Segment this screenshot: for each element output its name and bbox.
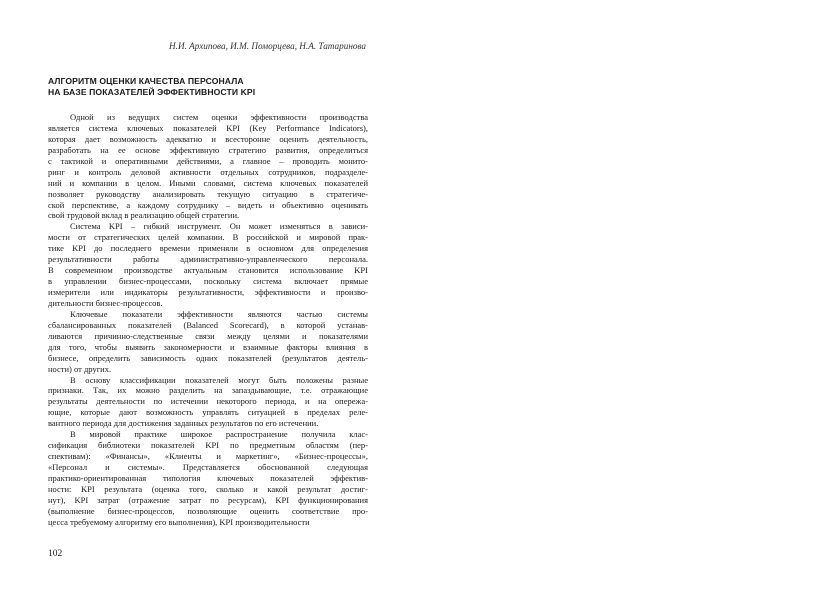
paragraph-line: в управлении бизнес-процессами, поскольку система включает прямые	[48, 276, 368, 287]
paragraph-line: В современном производстве актуальным становится использование KPI	[48, 265, 368, 276]
paragraph-line: спективам): «Финансы», «Клиенты и маркетинг», «Бизнес-процессы»,	[48, 451, 368, 462]
paragraph-line: ливаются причинно-следственные связи между целями и показателями	[48, 330, 368, 341]
paragraph-line: ности: KPI результата (оценка того, сколько и какой результат достиг-	[48, 483, 368, 494]
paragraph-line: является система ключевых показателей KPI (Key Performance Indicators),	[48, 122, 368, 133]
paragraph	[48, 429, 368, 527]
paragraph-line: ской перспективе, а каждому сотруднику – видеть и объективно оценивать	[48, 199, 368, 210]
paragraph	[48, 112, 368, 221]
paragraph-line: В мировой практике широкое распространение получила клас-	[70, 429, 368, 440]
paragraph-line: нут), KPI затрат (отражение затрат по ресурсам), KPI функционирования	[48, 494, 368, 505]
paragraph-line: для того, чтобы выявить закономерности и взаимные факторы влияния в	[48, 341, 368, 352]
paragraph-line: Ключевые показатели эффективности являются частью системы	[70, 308, 368, 319]
paragraph	[48, 375, 368, 430]
paragraph-line: ний и компании в целом. Иными словами, система ключевых показателей	[48, 177, 368, 188]
paragraph-line: свой трудовой вклад в реализацию общей стратегии.	[48, 210, 240, 221]
running-header-authors: Н.И. Архипова, И.М. Поморцева, Н.А. Татаринова	[169, 41, 366, 51]
paragraph-line: практико-ориентированная типология ключевых показателей эффектив-	[48, 472, 368, 483]
article-title-line: НА БАЗЕ ПОКАЗАТЕЛЕЙ ЭФФЕКТИВНОСТИ KPI	[48, 87, 256, 97]
paragraph-line: вантного периода для достижения заданных результатов по его истечении.	[48, 418, 319, 429]
paragraph-line: мости от стратегических целей компании. В российской и мировой прак-	[48, 232, 368, 243]
paragraph-line: (выполнение бизнес-процессов, позволяющие оценить соответствие про-	[48, 505, 368, 516]
paragraph-line: ющие, которые дают возможность управлять ситуацией в пределах реле-	[48, 407, 368, 418]
paragraph-line: сбалансированных показателей (Balanced Scorecard), в которой устанав-	[48, 319, 368, 330]
paragraph-line: ринг и контроль деловой активности отдельных сотрудников, подразделе-	[48, 166, 368, 177]
paragraph-line: признаки. Так, их можно разделить на запаздывающие, т.е. отражающие	[48, 385, 368, 396]
page-number: 102	[48, 549, 63, 559]
paragraph-line: тике KPI до последнего времени применяли в основном для определения	[48, 243, 368, 254]
paragraph-line: «Персонал и системы». Представляется обоснованной следующая	[48, 462, 368, 472]
article-body	[48, 112, 368, 528]
paragraph-line: В основу классификации показателей могут быть положены разные	[70, 374, 368, 385]
paragraph-line: измерители или индикаторы результативности, эффективности и произво-	[48, 287, 368, 297]
article-title-line: АЛГОРИТМ ОЦЕНКИ КАЧЕСТВА ПЕРСОНАЛА	[48, 76, 244, 86]
paragraph-line: цесса требуемому алгоритму его выполнения), KPI производительности	[48, 516, 310, 527]
paragraph-line: сификация библиотеки показателей KPI по предметным областям (пер-	[48, 440, 368, 451]
paragraph-line: Одной из ведущих систем оценки эффективности производства	[70, 112, 368, 122]
paragraph-line: бизнесе, определить зависимость одних показателей (результатов деятель-	[48, 352, 368, 363]
paragraph-line: разработать на ее основе эффективную стратегию развития, определиться	[48, 144, 368, 155]
paragraph	[48, 309, 368, 375]
paragraph-line: результаты деятельности по истечении некоторого периода, и на опережа-	[48, 396, 368, 407]
paragraph-line: которая дает возможность адекватно и всесторонне оценить деятельность,	[48, 133, 368, 144]
paragraph-line: дительности бизнес-процессов.	[48, 297, 163, 308]
article-title	[48, 76, 368, 98]
paragraph-line: Система KPI – гибкий инструмент. Он может изменяться в зависи-	[70, 221, 368, 232]
paragraph-line: результативности работы административно-управленческого персонала.	[48, 254, 368, 265]
paragraph	[48, 221, 368, 309]
paragraph-line: ности) от других.	[48, 363, 112, 374]
paragraph-line: позволяет руководству анализировать текущую ситуацию в стратегиче-	[48, 188, 368, 199]
paragraph-line: с тактикой и оперативными действиями, а главное – проводить монито-	[48, 155, 368, 166]
